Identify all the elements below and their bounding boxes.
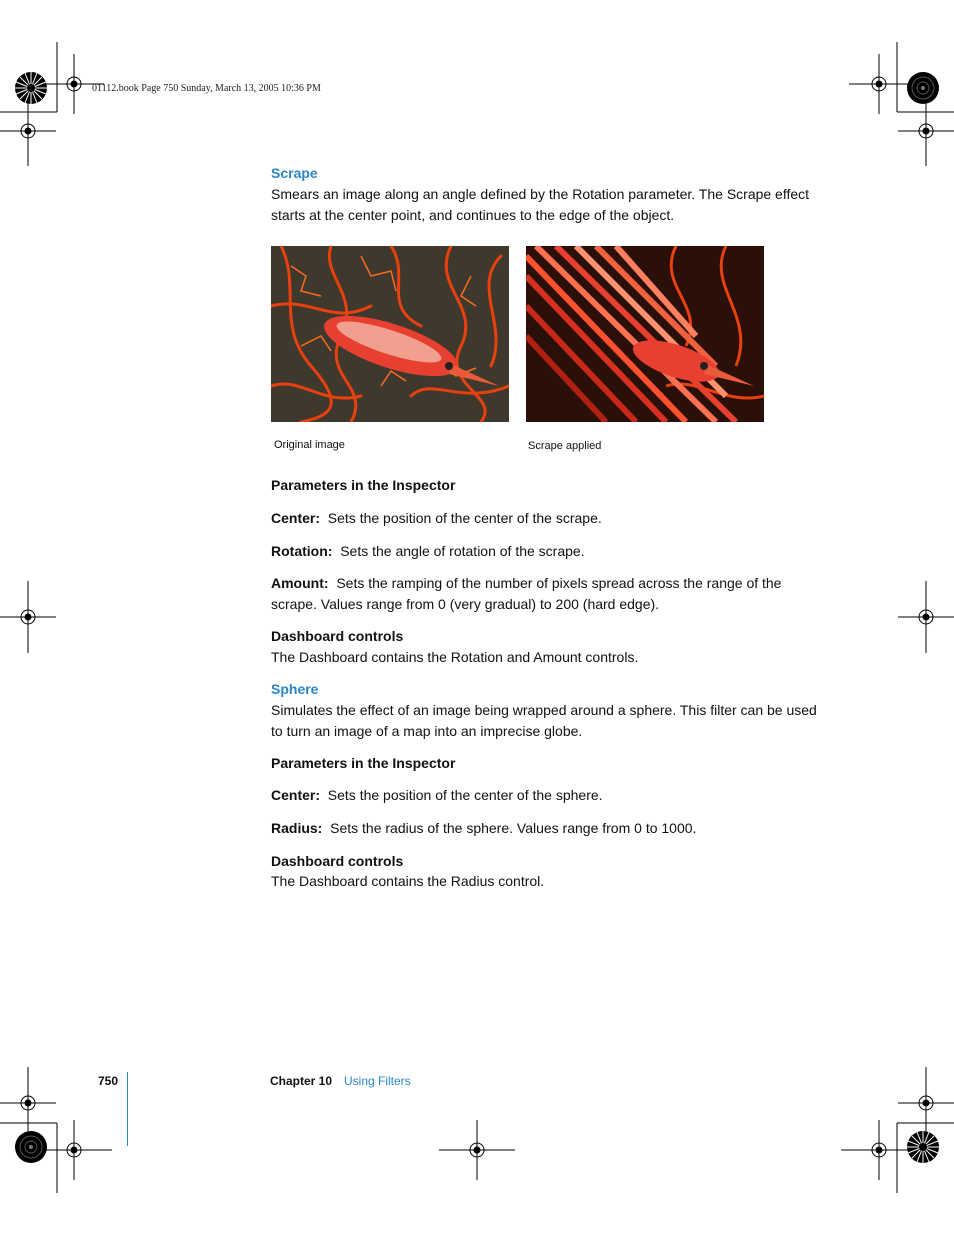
print-slug: 01112.book Page 750 Sunday, March 13, 2005 10:36 PM	[92, 83, 321, 94]
chapter-title-link[interactable]: Using Filters	[344, 1074, 411, 1088]
sphere-dashboard-heading: Dashboard controls	[271, 853, 404, 869]
param-desc: Sets the ramping of the number of pixels spread across the range of the scrape. Values range from 0 (very gradual) to 200 (hard edge).	[271, 575, 782, 612]
param-name: Center:	[271, 787, 321, 803]
param-name: Center:	[271, 510, 321, 526]
footer-divider	[127, 1072, 128, 1146]
sphere-param-center	[271, 785, 831, 806]
scrape-param-amount	[271, 573, 831, 614]
sphere-description: Simulates the effect of an image being wrapped around a sphere. This filter can be used to turn an image of a map into an imprecise globe.	[271, 702, 817, 739]
sphere-dashboard-text: The Dashboard contains the Radius control.	[271, 873, 545, 889]
scrape-description: Smears an image along an angle defined by the Rotation parameter. The Scrape effect starts at the center point, and continues to the edge of the object.	[271, 186, 810, 223]
original-image-caption: Original image	[274, 439, 345, 451]
scrape-param-center	[271, 508, 831, 529]
param-desc: Sets the position of the center of the sphere.	[327, 787, 603, 803]
scrape-heading: Scrape	[271, 165, 318, 181]
param-desc: Sets the angle of rotation of the scrape.	[340, 543, 585, 559]
chapter-label: Chapter 10	[270, 1074, 333, 1088]
param-name: Radius:	[271, 820, 323, 836]
sphere-param-radius	[271, 818, 831, 839]
sphere-heading: Sphere	[271, 681, 319, 697]
scrape-applied-caption: Scrape applied	[528, 440, 602, 452]
sphere-inspector-heading: Parameters in the Inspector	[271, 755, 456, 771]
scrape-dashboard-text: The Dashboard contains the Rotation and Amount controls.	[271, 649, 639, 665]
scrape-inspector-heading: Parameters in the Inspector	[271, 477, 456, 493]
param-desc: Sets the radius of the sphere. Values range from 0 to 1000.	[330, 820, 697, 836]
param-desc: Sets the position of the center of the scrape.	[327, 510, 602, 526]
original-image	[271, 246, 509, 422]
param-name: Amount:	[271, 575, 329, 591]
scrape-dashboard-heading: Dashboard controls	[271, 628, 404, 644]
scrape-param-rotation	[271, 541, 831, 562]
page-number: 750	[98, 1074, 119, 1088]
param-name: Rotation:	[271, 543, 333, 559]
scrape-applied-image	[526, 246, 764, 422]
